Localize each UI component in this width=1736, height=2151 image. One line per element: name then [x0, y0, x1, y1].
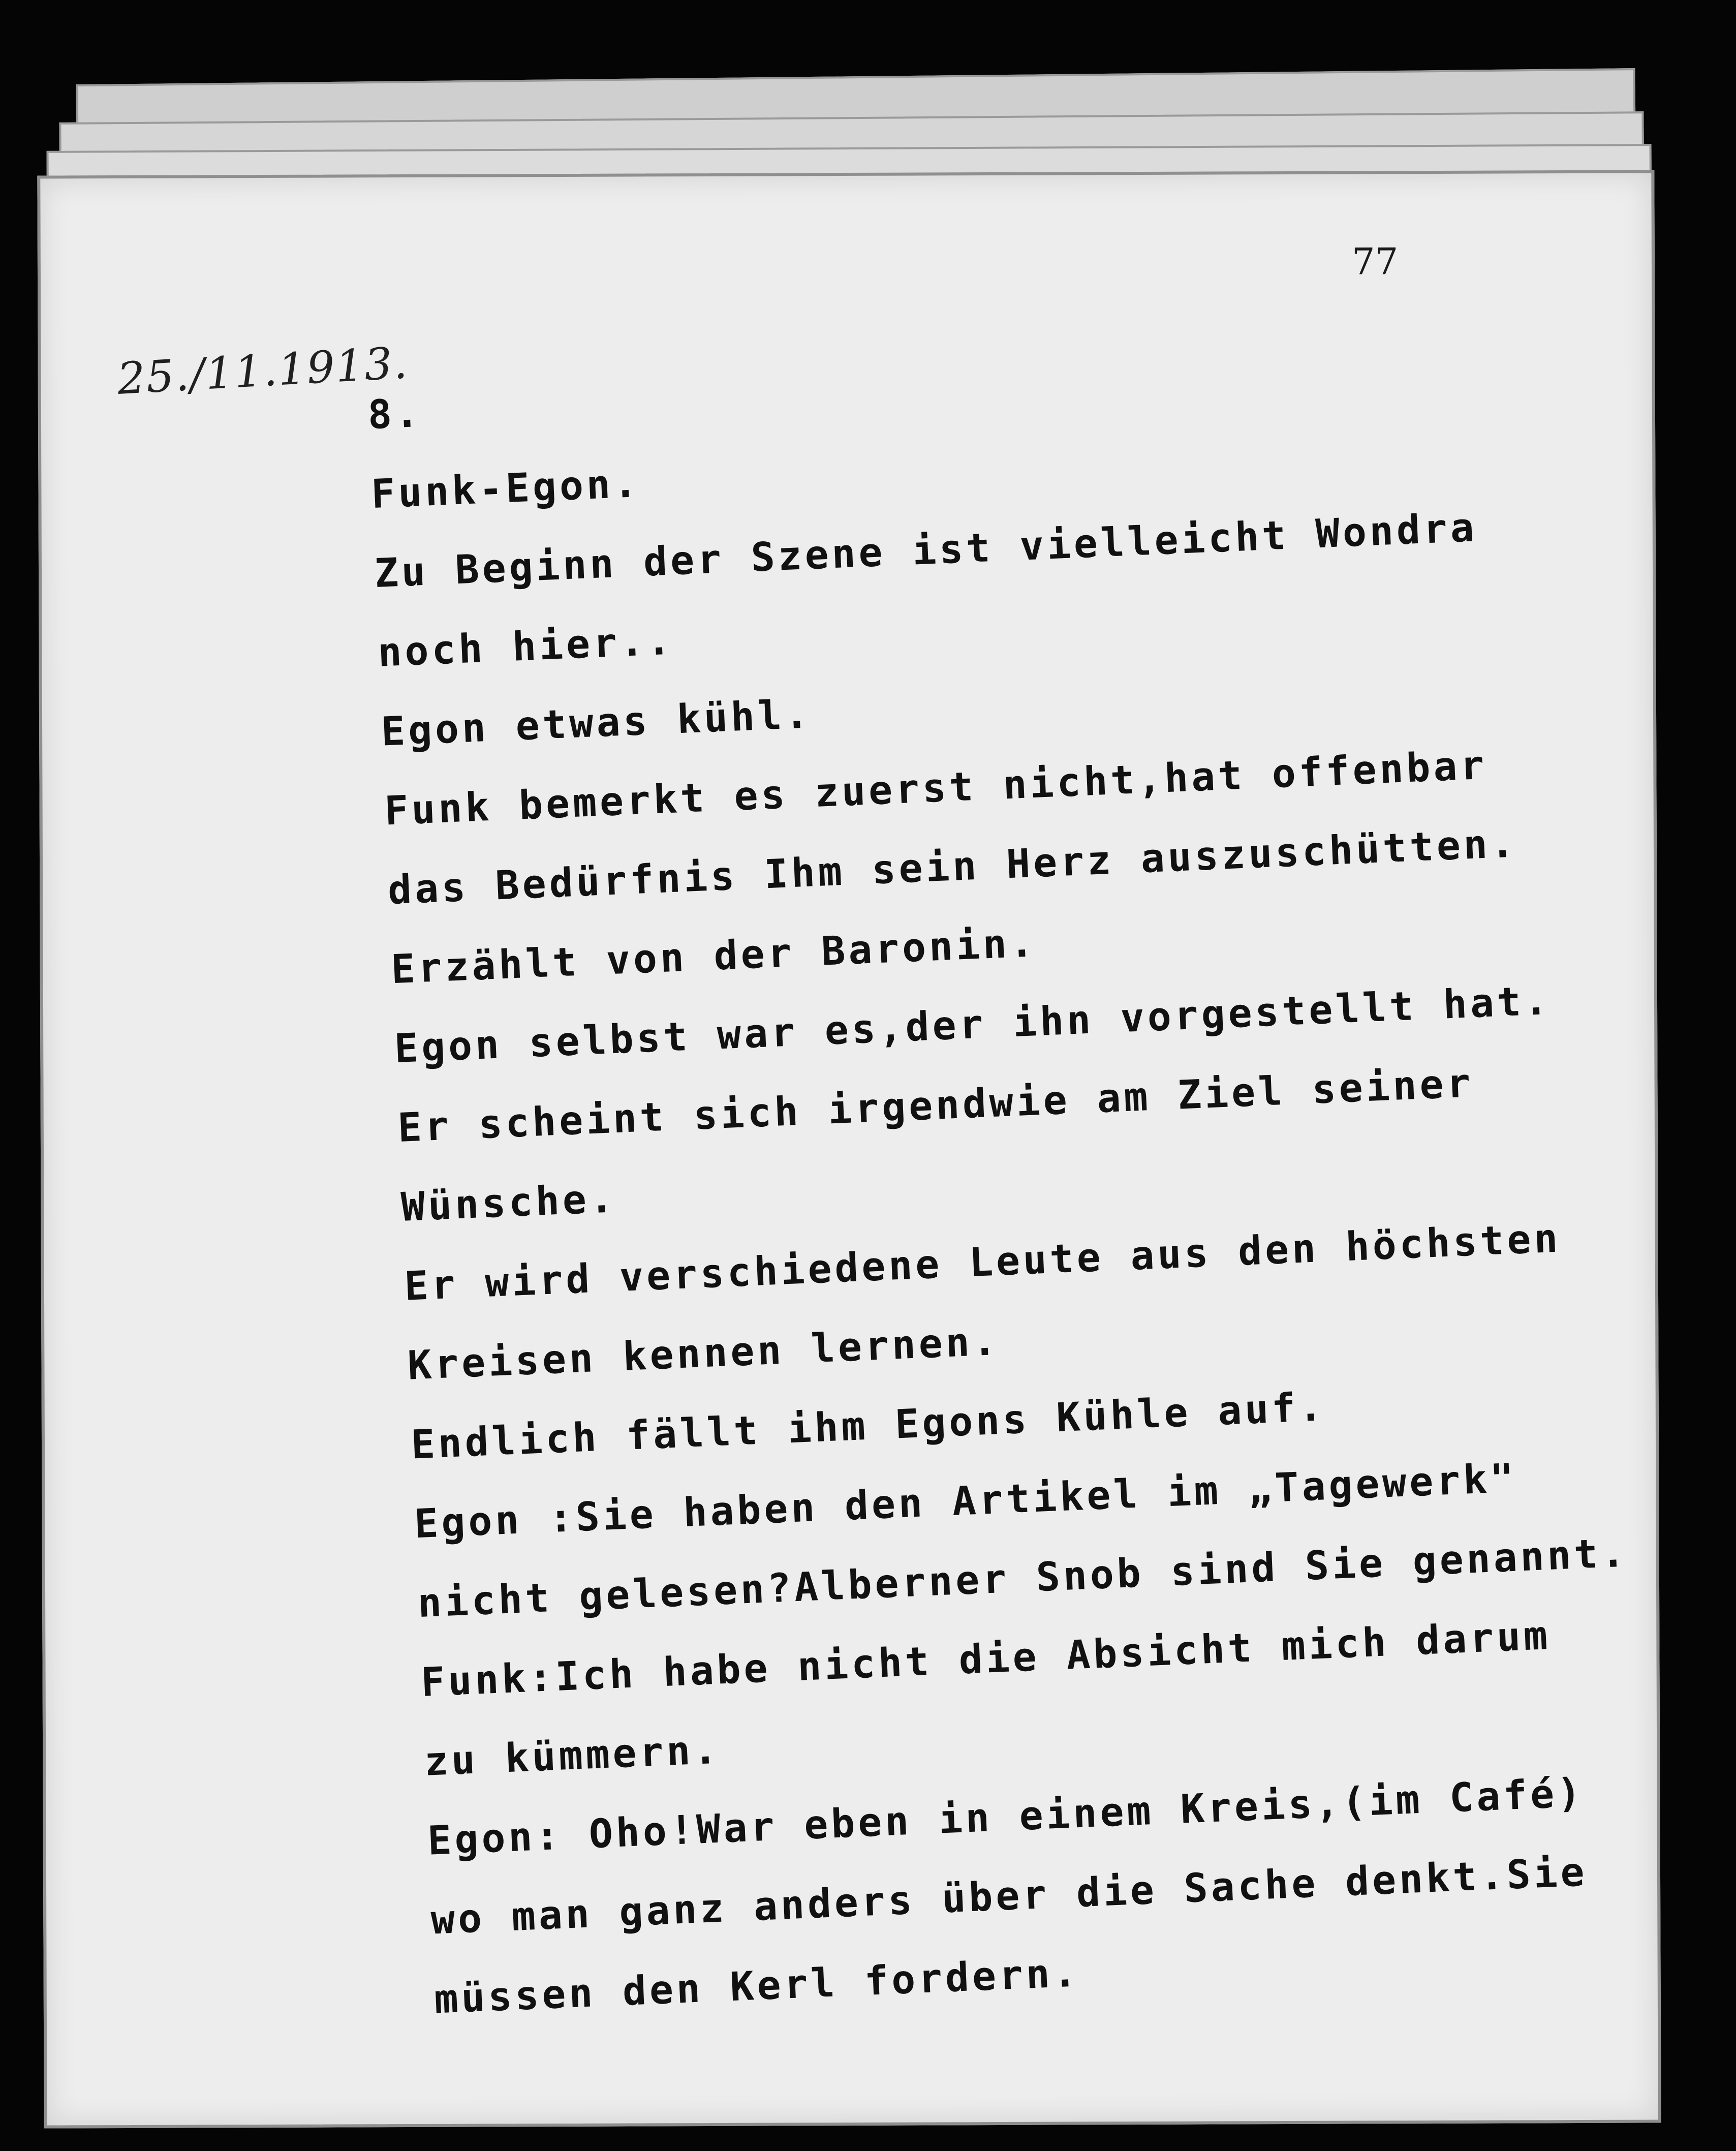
text-line: Egon selbst war es,der ihn vorgestellt hat. [393, 977, 1552, 1072]
text-line: nicht gelesen?Alberner Snob sind Sie genannt. [417, 1530, 1629, 1627]
text-line: Er wird verschiedene Leute aus den höchsten [403, 1215, 1562, 1310]
text-line: müssen den Kerl fordern. [433, 1950, 1081, 2023]
text-line: noch hier.. [377, 618, 675, 676]
text-line: Egon etwas kühl. [380, 691, 813, 755]
text-line: Kreisen kennen lernen. [407, 1318, 1001, 1389]
text-line: Endlich fällt ihm Egons Kühle auf. [410, 1384, 1326, 1468]
text-line: Wünsche. [400, 1176, 617, 1231]
text-line: Egon :Sie haben den Artikel im „Tagewerk" [413, 1455, 1518, 1548]
text-line: Er scheint sich irgendwie am Ziel seiner [396, 1060, 1475, 1151]
typewritten-page [37, 170, 1661, 2128]
text-line: Egon: Oho!War eben in einem Kreis,(im Café) [426, 1770, 1585, 1864]
text-line: wo man ganz anders über die Sache denkt.Sie [430, 1849, 1589, 1944]
text-line: 8. [367, 390, 423, 439]
text-line: Funk:Ich habe nicht die Absicht mich darum [420, 1612, 1552, 1706]
page-number: 77 [1351, 240, 1399, 283]
typed-text-block [366, 323, 1685, 2039]
text-line: Zu Beginn der Szene ist vielleicht Wondra [374, 505, 1478, 597]
text-line: zu kümmern. [423, 1727, 721, 1785]
text-line: das Bedürfnis Ihm sein Herz auszuschütten. [387, 820, 1518, 914]
text-line: Erzählt von der Baronin. [390, 920, 1038, 993]
text-line: Funk bemerkt es zuerst nicht,hat offenbar [383, 742, 1488, 835]
text-line: Funk-Egon. [370, 460, 641, 518]
handwritten-date: 25./11.1913. [116, 337, 410, 405]
